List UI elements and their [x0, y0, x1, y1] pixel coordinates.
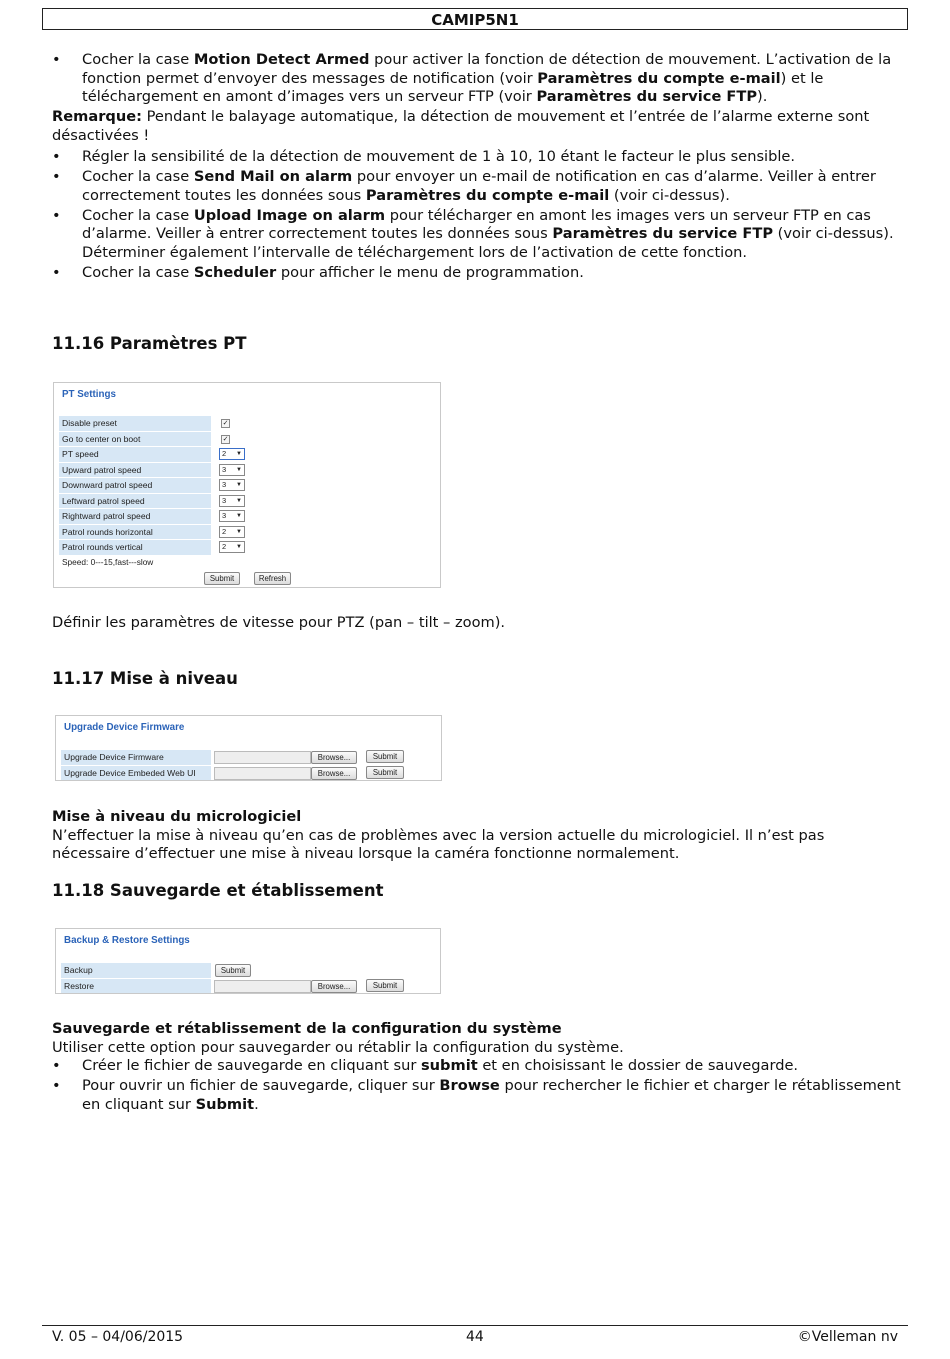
- setting-row: [59, 494, 440, 509]
- paragraph: Utiliser cette option pour sauvegarder ou rétablir la configuration du système.: [52, 1038, 624, 1056]
- list-item: • Cocher la case Upload Image on alarm pour télécharger en amont les images vers un serveur FTP en cas d’alarme. Veiller à entrer correctement toutes les données sous Paramètres du service FTP (voir ci-dessus). Déterminer également l’intervalle de téléchargement lors de l’activation de cette fonction.: [52, 207, 902, 263]
- pt-settings-panel: [53, 382, 441, 588]
- setting-row: [61, 766, 441, 781]
- chevron-down-icon: ▼: [236, 497, 242, 504]
- webui-file-field[interactable]: [214, 767, 311, 780]
- upward-speed-select[interactable]: 3 ▼: [219, 464, 245, 476]
- leftward-speed-select[interactable]: 3 ▼: [219, 495, 245, 507]
- browse-button[interactable]: Browse...: [311, 767, 357, 780]
- panel-title: PT Settings: [62, 389, 116, 400]
- setting-label: Upgrade Device Firmware: [61, 750, 211, 765]
- list-item: • Pour ouvrir un fichier de sauvegarde, cliquer sur Browse pour rechercher le fichier et charger le rétablissement en cliquant sur Submit.: [52, 1077, 902, 1114]
- setting-label: Disable preset: [59, 416, 211, 431]
- setting-label: Rightward patrol speed: [59, 509, 211, 524]
- downward-speed-select[interactable]: 3 ▼: [219, 479, 245, 491]
- chevron-down-icon: ▼: [236, 513, 242, 519]
- list-item: • Cocher la case Send Mail on alarm pour envoyer un e-mail de notification en cas d’alarme. Veiller à entrer correctement toutes les données sous Paramètres du compte e-mail (voir ci-dessus).: [52, 168, 902, 205]
- submit-button[interactable]: Submit: [204, 572, 240, 585]
- setting-label: PT speed: [59, 447, 211, 462]
- setting-row: [59, 478, 440, 493]
- browse-button[interactable]: Browse...: [311, 980, 357, 993]
- pt-caption: Définir les paramètres de vitesse pour PTZ (pan – tilt – zoom).: [52, 614, 506, 631]
- setting-row: [61, 979, 440, 994]
- chevron-down-icon: ▼: [236, 466, 242, 473]
- section-heading-upgrade: 11.17 Mise à niveau: [52, 669, 238, 688]
- browse-button[interactable]: Browse...: [311, 751, 357, 764]
- upgrade-panel: [55, 715, 442, 781]
- chevron-down-icon: ▼: [236, 482, 242, 488]
- section-heading-pt: 11.16 Paramètres PT: [52, 334, 247, 353]
- setting-row: [59, 447, 440, 462]
- remark: Remarque: Pendant le balayage automatique, la détection de mouvement et l’entrée de l’alarme externe sont désactivées !: [52, 108, 870, 144]
- panel-title: Upgrade Device Firmware: [64, 722, 185, 733]
- setting-label: Upgrade Device Embeded Web UI: [61, 766, 211, 781]
- setting-row: [59, 463, 440, 478]
- setting-row: [59, 416, 440, 431]
- rightward-speed-select[interactable]: 3 ▼: [219, 510, 245, 522]
- pt-speed-select[interactable]: 2 ▼: [219, 448, 245, 460]
- setting-label: Leftward patrol speed: [59, 494, 211, 509]
- refresh-button[interactable]: Refresh: [254, 572, 291, 585]
- backup-submit-button[interactable]: Submit: [215, 964, 251, 977]
- chevron-down-icon: ▼: [236, 528, 242, 535]
- setting-row: [59, 432, 440, 447]
- setting-row: [61, 963, 440, 978]
- list-item: • Cocher la case Motion Detect Armed pour activer la fonction de détection de mouvement. L’activation de la fonction permet d’envoyer des messages de notification (voir Paramètres du compte e-mail) et le téléchargement en amont d’images vers un serveur FTP (voir Paramètres du service FTP).: [52, 51, 902, 107]
- rounds-horizontal-select[interactable]: 2 ▼: [219, 526, 245, 538]
- page-number: 44: [466, 1329, 484, 1345]
- setting-row: [59, 540, 440, 555]
- page-header: CAMIP5N1: [42, 8, 908, 30]
- subheading: Mise à niveau du micrologiciel: [52, 808, 302, 825]
- setting-label: Upward patrol speed: [59, 463, 211, 478]
- firmware-file-field[interactable]: [214, 751, 311, 764]
- setting-label: Patrol rounds vertical: [59, 540, 211, 555]
- backup-panel: [55, 928, 441, 994]
- submit-button[interactable]: Submit: [366, 766, 404, 779]
- intro-block: [52, 51, 902, 284]
- chevron-down-icon: ▼: [236, 544, 242, 550]
- subheading: Sauvegarde et rétablissement de la configuration du système: [52, 1020, 562, 1037]
- setting-row: [61, 750, 441, 765]
- panel-title: Backup & Restore Settings: [64, 935, 190, 946]
- list-item: • Créer le fichier de sauvegarde en cliquant sur submit et en choisissant le dossier de sauvegarde.: [52, 1057, 902, 1076]
- setting-label: Backup: [61, 963, 211, 978]
- paragraph: N’effectuer la mise à niveau qu’en cas de problèmes avec la version actuelle du micrologiciel. Il n’est pas nécessaire d’effectuer une mise à niveau lorsque la caméra fonctionne normalement.: [52, 826, 825, 862]
- submit-button[interactable]: Submit: [366, 750, 404, 763]
- chevron-down-icon: ▼: [236, 451, 242, 457]
- setting-row: [59, 509, 440, 524]
- list-item: • Cocher la case Scheduler pour afficher le menu de programmation.: [52, 264, 902, 283]
- section-heading-backup: 11.18 Sauvegarde et établissement: [52, 881, 384, 900]
- restore-file-field[interactable]: [214, 980, 311, 993]
- speed-hint: Speed: 0---15,fast---slow: [62, 557, 154, 567]
- backup-block: [52, 1020, 902, 1116]
- setting-label: Downward patrol speed: [59, 478, 211, 493]
- setting-label: Restore: [61, 979, 211, 994]
- restore-submit-button[interactable]: Submit: [366, 979, 404, 992]
- setting-label: Go to center on boot: [59, 432, 211, 447]
- setting-label: Patrol rounds horizontal: [59, 525, 211, 540]
- center-on-boot-checkbox[interactable]: ✓: [222, 435, 229, 443]
- rounds-vertical-select[interactable]: 2 ▼: [219, 541, 245, 553]
- list-item: • Régler la sensibilité de la détection de mouvement de 1 à 10, 10 étant le facteur le plus sensible.: [52, 148, 902, 167]
- page-footer: [42, 1325, 908, 1349]
- disable-preset-checkbox[interactable]: ✓: [222, 420, 229, 427]
- copyright-text: ©Velleman nv: [797, 1329, 898, 1345]
- setting-row: [59, 525, 440, 540]
- upgrade-block: [52, 808, 902, 864]
- version-text: V. 05 – 04/06/2015: [52, 1329, 184, 1345]
